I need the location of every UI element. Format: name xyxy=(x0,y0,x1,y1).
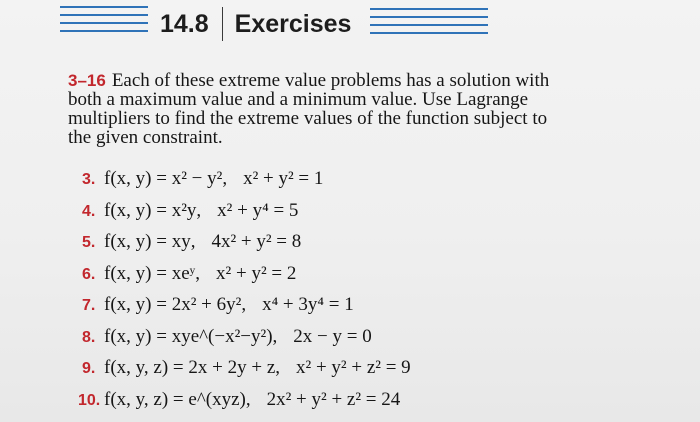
constraint: x² + y² + z² = 9 xyxy=(296,357,411,378)
constraint: 2x² + y² + z² = 24 xyxy=(266,388,401,410)
constraint: x² + y² = 2 xyxy=(216,262,297,284)
problem-number: 8. xyxy=(82,328,96,346)
section-number: 14.8 xyxy=(160,9,209,38)
instruction-line-2: both a maximum value and a minimum value. Use Lagrange xyxy=(68,89,529,110)
objective-function: f(x, y) = xy xyxy=(104,231,191,252)
problem-number: 6. xyxy=(82,265,96,283)
problem-number: 5. xyxy=(82,234,96,251)
objective-function: f(x, y, z) = 2x + 2y + z xyxy=(104,357,276,378)
constraint: x² + y² = 1 xyxy=(243,168,324,189)
instruction-line-3: multipliers to find the extreme values of the function subject to xyxy=(68,108,548,129)
problem-number: 10. xyxy=(78,391,101,409)
problem-4: 4. f(x, y) = x²y , x² + y⁴ = 5 xyxy=(82,199,299,221)
objective-function: f(x, y, z) = e^(xyz) xyxy=(104,388,246,410)
problem-number: 9. xyxy=(82,360,96,377)
constraint: x² + y⁴ = 5 xyxy=(217,199,299,221)
constraint: 2x − y = 0 xyxy=(293,325,372,347)
exercise-instructions xyxy=(68,71,588,147)
objective-function: f(x, y) = xeʸ xyxy=(104,262,196,284)
objective-function: f(x, y) = 2x² + 6y² xyxy=(104,294,242,315)
problem-number: 4. xyxy=(82,202,96,220)
problem-9: 9. f(x, y, z) = 2x + 2y + z , x² + y² + z² = 9 xyxy=(82,357,411,378)
section-heading xyxy=(160,6,351,42)
instruction-line-4: the given constraint. xyxy=(68,127,223,148)
constraint: 4x² + y² = 8 xyxy=(211,231,302,252)
objective-function: f(x, y) = x² − y² xyxy=(104,168,223,189)
problem-3: 3. f(x, y) = x² − y² , x² + y² = 1 xyxy=(82,168,324,189)
problem-number: 7. xyxy=(82,297,96,314)
problem-6: 6. f(x, y) = xeʸ , x² + y² = 2 xyxy=(82,262,297,284)
section-title: Exercises xyxy=(234,9,352,38)
problem-7: 7. f(x, y) = 2x² + 6y² , x⁴ + 3y⁴ = 1 xyxy=(82,294,354,315)
heading-divider xyxy=(222,7,223,41)
header-rule-left xyxy=(60,4,148,38)
objective-function: f(x, y) = x²y xyxy=(104,199,197,221)
instruction-line-1: 3–16 Each of these extreme value problems has a solution with xyxy=(68,70,550,91)
exercise-range: 3–16 xyxy=(68,71,106,90)
problem-number: 3. xyxy=(82,171,96,188)
problem-10: 10. f(x, y, z) = e^(xyz) , 2x² + y² + z² = 24 xyxy=(78,388,401,410)
header-rule-right xyxy=(370,4,488,38)
problem-8: 8. f(x, y) = xye^(−x²−y²) , 2x − y = 0 xyxy=(82,325,372,347)
constraint: x⁴ + 3y⁴ = 1 xyxy=(262,294,354,315)
problem-list xyxy=(78,168,411,420)
problem-5: 5. f(x, y) = xy , 4x² + y² = 8 xyxy=(82,231,302,252)
objective-function: f(x, y) = xye^(−x²−y²) xyxy=(104,325,273,347)
